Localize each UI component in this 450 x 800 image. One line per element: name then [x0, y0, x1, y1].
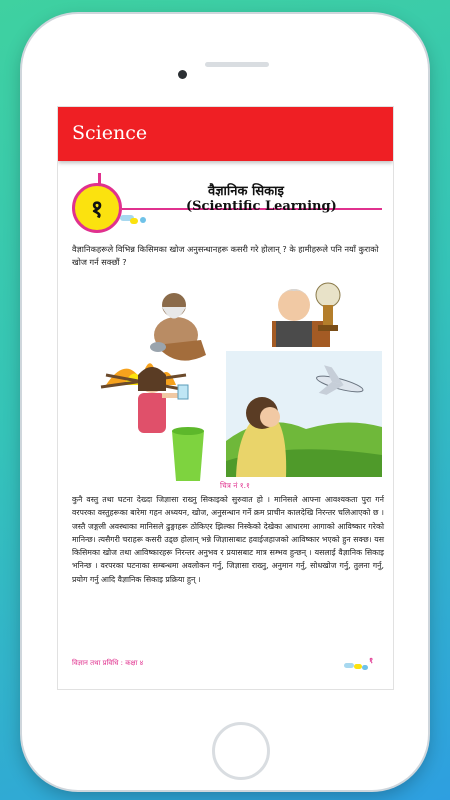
page-number: १ [369, 656, 374, 665]
app-bar [58, 107, 393, 161]
scientist-bulb-illustration [272, 279, 352, 347]
chapter-number: १ [90, 193, 104, 223]
figure-caption: चित्र नं १.१ [220, 481, 250, 490]
chapter-number-badge [72, 183, 122, 233]
home-button[interactable] [212, 722, 270, 780]
intro-question: वैज्ञानिकहरूले विभिन्न किसिमका खोज अनुसन्धानहरू कसरी गरे होलान् ? के हामीहरूले पनि नयाँ कुराको खोज गर्न सक्छौं ? [72, 244, 379, 267]
chapter-title-nepali: वैज्ञानिक सिकाइ [208, 184, 284, 199]
chapter-title-english: (Scientific Learning) [186, 199, 337, 214]
speaker-grille [205, 62, 269, 67]
body-paragraph: कुनै वस्तु तथा घटना देख्दा जिज्ञासा राख्नु सिकाइको सुरुवात हो । मानिसले आफ्ना आवश्यकता पुरा गर्न वरपरका वस्तुहरूका बारेमा गहन अध्ययन, खोज, अनुसन्धान गर्ने क्रम प्राचीन कालदेखि निरन्तर चलिआएको छ । जस्तै जङ्गली अवस्थाका मानिसले ढुङ्गाहरू ठोकिएर झिल्का निस्केको देखेका आधारमा आगाको आविष्कार गरेको मानिन्छ। त्यसैगरी चराहरू कसरी उड्छ होलान् भन्ने जिज्ञासाबाट हवाईजहाजको आविष्कार भएको हुन सक्छ। यस किसिमका खोज तथा आविष्कारहरू निरन्तर अनुभव र प्रयासबाट मात्र सम्भव हुन्छन् । यसलाई वैज्ञानिक सिकाइ भनिन्छ । वरपरका घटनाका सम्बन्धमा अवलोकन गर्नु, जिज्ञासा राख्नु, अनुमान गर्नु, सोधखोज गर्नु, तुलना गर्नु, प्रयोग गर्नु आदि वैज्ञानिक सिकाइ प्रक्रिया हुन् । [72, 495, 384, 584]
app-screen [57, 106, 394, 690]
girl-water-glass-illustration [122, 361, 208, 481]
front-camera [178, 70, 187, 79]
book-footer: विज्ञान तथा प्रविधि : कक्षा ४ [72, 659, 144, 667]
girl-airplane-illustration [226, 351, 382, 477]
app-title: Science [72, 122, 148, 144]
